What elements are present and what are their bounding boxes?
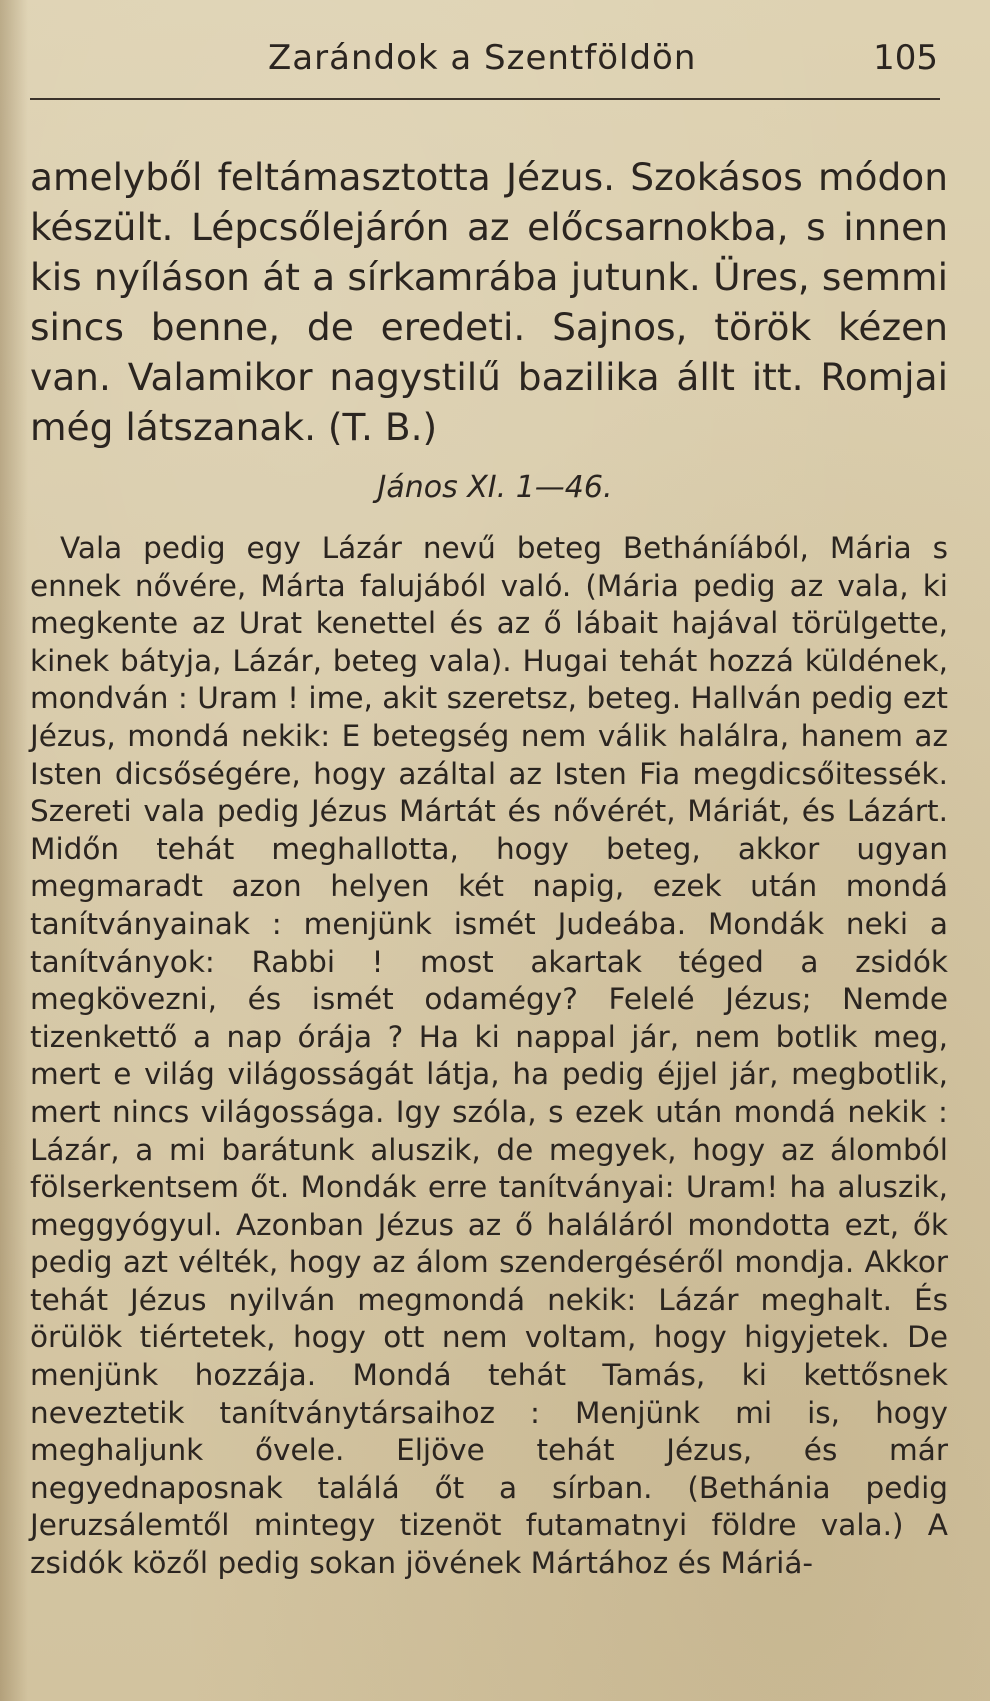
running-head: Zarándok a Szentföldön [268,38,697,78]
intro-paragraph: amelyből feltámasztotta Jézus. Szokásos módon készült. Lépcsőlejárón az előcsarnokba, s innen kis nyíláson át a sírkamrába jutunk. Üres, semmi sincs benne, de eredeti. Sajnos, török kézen van. Valamikor nagystilű bazilika állt itt. Romjai még látszanak. (T. B.) [30,155,948,449]
header-rule [30,98,940,100]
page-number: 105 [873,38,938,78]
page-header [268,38,938,90]
scripture-reference: János XI. 1—46. [377,470,613,505]
scripture-text: Vala pedig egy Lázár nevű beteg Betháníából, Mária s ennek nővére, Márta falujából való. (Mária pedig az vala, ki megkente az Urat kenettel és az ő lábait hajával törülgette, kinek bátyja, Lázár, beteg vala). Hugai tehát hozzá küldének, mondván : Uram ! ime, akit szeretsz, beteg. Hallván pedig ezt Jézus, mondá nekik: E betegség nem válik halálra, hanem az Isten dicsőségére, hogy azáltal az Isten Fia megdicsőitessék. Szereti vala pedig Jézus Mártát és nővérét, Máriát, és Lázárt. Midőn tehát meghallotta, hogy beteg, akkor ugyan megmaradt azon helyen két napig, ezek után mondá tanítványainak : menjünk ismét Judeába. Mondák neki a tanítványok: Rabbi ! most akartak téged a zsidók megkövezni, és ismét odamégy? Felelé Jézus; Nemde tizenkettő a nap órája ? Ha ki nappal jár, nem botlik meg, mert e világ világosságát látja, ha pedig éjjel jár, megbotlik, mert nincs világossága. Igy szóla, s ezek után mondá nekik : Lázár, a mi barátunk aluszik, de megyek, hogy az álomból fölserkentsem őt. Mondák erre tanítványai: Uram! ha aluszik, meggyógyul. Azonban Jézus az ő haláláról mondotta ezt, ők pedig azt vélték, hogy az álom szendergéséről mondja. Akkor tehát Jézus nyilván megmondá nekik: Lázár meghalt. És örülök tiértetek, hogy ott nem voltam, hogy higyjetek. De menjünk hozzája. Mondá tehát Tamás, ki kettősnek neveztetik tanítványtársaihoz : Menjünk mi is, hogy meghaljunk ővele. Eljöve tehát Jézus, és már negyednaposnak találá őt a sírban. (Bethánia pedig Jeruzsálemtől mintegy tizenöt futamatnyi földre vala.) A zsidók közől pedig sokan jövének Mártához és Máriá- [30,531,948,1581]
page-edge-shadow [0,0,28,1701]
